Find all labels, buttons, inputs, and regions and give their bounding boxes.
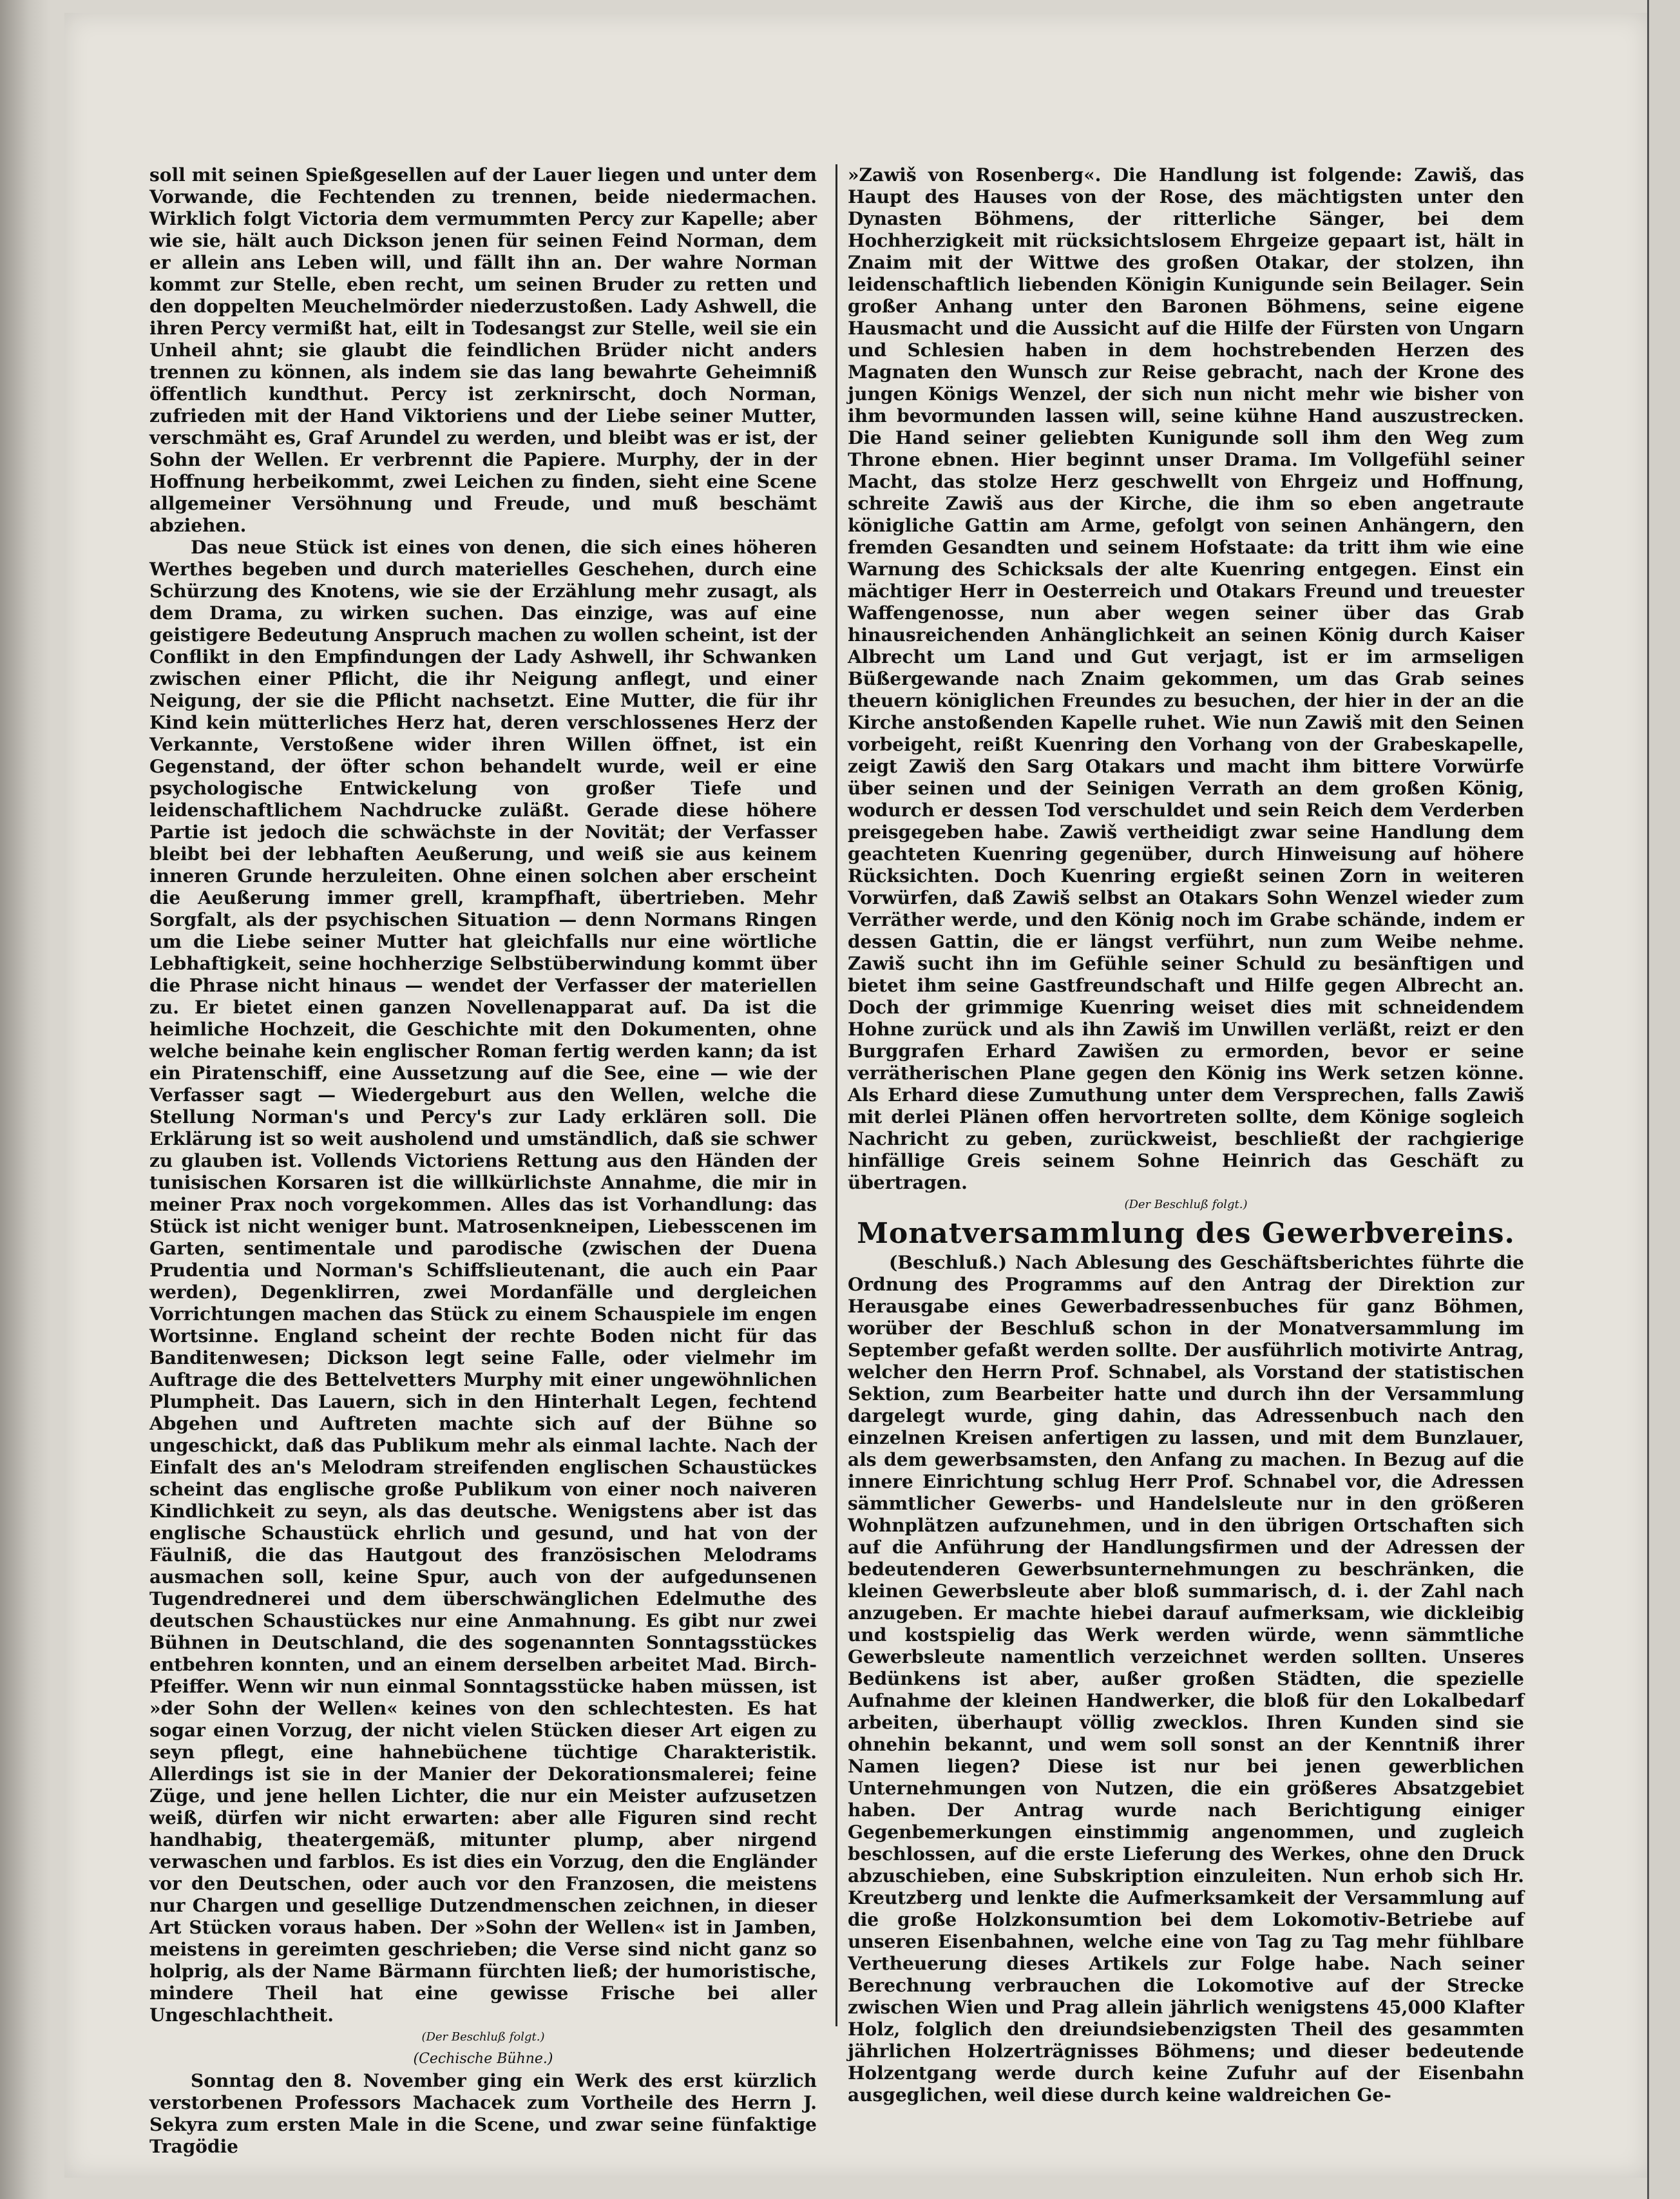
- article-paragraph-1: (Beschluß.) Nach Ablesung des Geschäftsberichtes führte die Ordnung des Programms auf den Antrag der Direktion zur Herausgabe eines Gewerbadressenbuches für ganz Böhmen, worüber der Beschluß schon in der Monatversammlung im September gefaßt werden sollte. Der ausführlich motivirte Antrag, welcher den Herrn Prof. Schnabel, als Vorstand der statistischen Sektion, zum Bearbeiter hatte und durch ihn der Versammlung dargelegt wurde, ging dahin, das Adressenbuch nach den einzelnen Kreisen anfertigen zu lassen, und mit dem Bunzlauer, als dem gewerbsamsten, den Anfang zu machen. In Bezug auf die innere Einrichtung schlug Herr Prof. Schnabel vor, die Adressen sämmtlicher Gewerbs- und Handelsleute nur in den größeren Wohnplätzen aufzunehmen, und in den übrigen Ortschaften sich auf die Anführung der Handlungsfirmen und der Adressen der bedeutenderen Gewerbsunternehmungen zu beschränken, die kleinen Gewerbsleute aber bloß summarisch, d. i. der Zahl nach anzugeben. Er machte hiebei darauf aufmerksam, wie dickleibig und kostspielig das Werk werden würde, wenn sämmtliche Gewerbsleute namentlich verzeichnet werden sollten. Unseres Bedünkens ist aber, außer großen Städten, die spezielle Aufnahme der kleinen Handwerker, die bloß für den Lokalbedarf arbeiten, überhaupt völlig zwecklos. Ihren Kunden sind sie ohnehin bekannt, und wem soll sonst an der Kenntniß ihrer Namen liegen? Diese ist nur bei jenen gewerblichen Unternehmungen von Nutzen, die ein größeres Absatzgebiet haben. Der Antrag wurde nach Berichtigung einiger Gegenbemerkungen einstimmig angenommen, und zugleich beschlossen, auf die erste Lieferung des Werkes, ohne den Druck abzuschieben, eine Subskription einzuleiten. Nun erhob sich Hr. Kreutzberg und lenkte die Aufmerksamkeit der Versammlung auf die große Holzkonsumtion bei dem Lokomotiv-Betriebe auf unseren Eisenbahnen, welche eine von Tag zu Tag mehr fühlbare Vertheuerung dieses Artikels zur Folge habe. Nach seiner Berechnung verbrauchen die Lokomotive auf der Strecke zwischen Wien und Prag allein jährlich wenigstens 45,000 Klafter Holz, folglich den dreiundsiebenzigsten Theil des gesammten jährlichen Holzerträgnisses Böhmens; und dieser bedeutende Holzentgang werde durch keine Zufuhr auf der Eisenbahn ausgeglichen, weil diese durch keine waldreichen Ge-: [848, 1252, 1524, 2106]
- left-last-paragraph: Sonntag den 8. November ging ein Werk des erst kürzlich verstorbenen Professors Machacek zum Vortheile des Herrn J. Sekyra zum ersten Male in die Scene, und zwar seine fünfaktige Tragödie: [149, 2070, 817, 2157]
- right-paragraph-1: »Zawiš von Rosenberg«. Die Handlung ist folgende: Zawiš, das Haupt des Hauses von der Rose, des mächtigsten unter den Dynasten Böhmens, der ritterliche Sänger, bei dem Hochherzigkeit mit rücksichtslosem Ehrgeize gepaart ist, hält in Znaim mit der Wittwe des großen Otakar, der stolzen, ihn leidenschaftlich liebenden Königin Kunigunde sein Beilager. Sein großer Anhang unter den Baronen Böhmens, seine eigene Hausmacht und die Aussicht auf die Hilfe der Fürsten von Ungarn und Schlesien haben in dem hochstrebenden Herzen des Magnaten den Wunsch zur Reise gebracht, nach der Krone des jungen Königs Wenzel, der sich nun nicht mehr wie bisher von ihm bevormunden lassen will, seine kühne Hand auszustrecken. Die Hand seiner geliebten Kunigunde soll ihm den Weg zum Throne ebnen. Hier beginnt unser Drama. Im Vollgefühl seiner Macht, das stolze Herz geschwellt von Ehrgeiz und Hoffnung, schreite Zawiš aus der Kirche, die ihm so eben angetraute königliche Gattin am Arme, gefolgt von seinen Anhängern, den fremden Gesandten und seinem Hofstaate: da tritt ihm wie eine Warnung des Schicksals der alte Kuenring entgegen. Einst ein mächtiger Herr in Oesterreich und Otakars Freund und treuester Waffengenosse, nun aber wegen seiner über das Grab hinausreichenden Anhänglichkeit an seinen König durch Kaiser Albrecht um Land und Gut verjagt, ist er im armseligen Büßergewande nach Znaim gekommen, um das Grab seines theuern königlichen Freundes zu besuchen, der hier in der an die Kirche anstoßenden Kapelle ruhet. Wie nun Zawiš mit den Seinen vorbeigeht, reißt Kuenring den Vorhang von der Grabeskapelle, zeigt Zawiš den Sarg Otakars und macht ihm bittere Vorwürfe über seinen und der Seinigen Verrath an dem großen König, wodurch er dessen Tod verschuldet und sein Reich dem Verderben preisgegeben habe. Zawiš vertheidigt zwar seine Handlung dem geachteten Kuenring gegenüber, durch Hinweisung auf höhere Rücksichten. Doch Kuenring ergießt seinen Zorn in weiteren Vorwürfen, daß Zawiš selbst an Otakars Sohn Wenzel wieder zum Verräther werde, und den König noch im Grabe schände, indem er dessen Gattin, die er längst verführt, nun zum Weibe nehme. Zawiš sucht ihn im Gefühle seiner Schuld zu besänftigen und bietet ihm seine Gastfreundschaft und Hilfe gegen Albrecht an. Doch der grimmige Kuenring weiset dies mit schneidendem Hohne zurück und als ihn Zawiš im Unwillen verläßt, reizt er den Burggrafen Erhard Zawišen zu ermorden, bevor er seine verrätherischen Plane gegen den König ins Werk setzen könne. Als Erhard diese Zumuthung unter dem Versprechen, falls Zawiš mit derlei Plänen offen hervortreten sollte, dem Könige sogleich Nachricht zu geben, zurückweist, beschließt der rachgierige hinfällige Greis seinem Sohne Heinrich das Geschäft zu übertragen.: [848, 164, 1524, 1193]
- right-column: [848, 164, 1524, 2106]
- left-paragraph-2: Das neue Stück ist eines von denen, die sich eines höheren Werthes begeben und durch materielles Geschehen, durch eine Schürzung des Knotens, wie sie der Erzählung mehr zusagt, als dem Drama, zu wirken suchen. Das einzige, was auf eine geistigere Bedeutung Anspruch machen zu wollen scheint, ist der Conflikt in den Empfindungen der Lady Ashwell, ihr Schwanken zwischen einer Pflicht, die ihr Neigung anflegt, und einer Neigung, der sie die Pflicht nachsetzt. Eine Mutter, die für ihr Kind kein mütterliches Herz hat, deren verschlossenes Herz der Verkannte, Verstoßene wider ihren Willen öffnet, ist ein Gegenstand, der öfter schon behandelt wurde, weil er eine psychologische Entwickelung von großer Tiefe und leidenschaftlichem Nachdrucke zuläßt. Gerade diese höhere Partie ist jedoch die schwächste in der Novität; der Verfasser bleibt bei der lebhaften Aeußerung, und weiß sie aus keinem inneren Grunde herzuleiten. Ohne einen solchen aber erscheint die Aeußerung immer grell, krampfhaft, übertrieben. Mehr Sorgfalt, als der psychischen Situation — denn Normans Ringen um die Liebe seiner Mutter hat gleichfalls nur eine wörtliche Lebhaftigkeit, seine hochherzige Selbstüberwindung kommt über die Phrase nicht hinaus — wendet der Verfasser der materiellen zu. Er bietet einen ganzen Novellenapparat auf. Da ist die heimliche Hochzeit, die Geschichte mit den Dokumenten, ohne welche beinahe kein englischer Roman fertig werden kann; da ist ein Piratenschiff, eine Aussetzung auf die See, eine — wie der Verfasser sagt — Wiedergeburt aus den Wellen, welche die Stellung Norman's und Percy's zur Lady erklären soll. Die Erklärung ist so weit ausholend und umständlich, daß sie schwer zu glauben ist. Vollends Victoriens Rettung aus den Händen der tunisischen Korsaren ist die willkürlichste Annahme, die mir in meiner Prax noch vorgekommen. Alles das ist Vorhandlung: das Stück ist nicht weniger bunt. Matrosenkneipen, Liebesscenen im Garten, sentimentale und parodische (zwischen der Duena Prudentia und Norman's Schiffslieutenant, die auch ein Paar werden), Degenklirren, zwei Mordanfälle und dergleichen Vorrichtungen machen das Stück zu einem Schauspiele im engen Wortsinne. England scheint der rechte Boden nicht für das Banditenwesen; Dickson legt seine Falle, oder vielmehr im Auftrage die des Bettelvetters Murphy mit einer ungewöhnlichen Plumpheit. Das Lauern, sich in den Hinterhalt Legen, fechtend Abgehen und Auftreten machte sich auf der Bühne so ungeschickt, daß das Publikum mehr als einmal lachte. Nach der Einfalt des an's Melodram streifenden englischen Schaustückes scheint das englische große Publikum von einer noch naiveren Kindlichkeit zu seyn, als das deutsche. Wenigstens aber ist das englische Schaustück ehrlich und gesund, und hat von der Fäulniß, die das Hautgout des französischen Melodrams ausmachen soll, keine Spur, auch von der aufgedunsenen Tugendrednerei und dem überschwänglichen Edelmuthe des deutschen Schaustückes nur eine Anmahnung. Es gibt nur zwei Bühnen in Deutschland, die des sogenannten Sonntagsstückes entbehren konnten, und an einem derselben arbeitet Mad. Birch-Pfeiffer. Wenn wir nun einmal Sonntagsstücke haben müssen, ist »der Sohn der Wellen« keines von den schlechtesten. Es hat sogar einen Vorzug, der nicht vielen Stücken dieser Art eigen zu seyn pflegt, eine hahnebüchene tüchtige Charakteristik. Allerdings ist sie in der Manier der Dekorationsmalerei; feine Züge, und jene hellen Lichter, die nur ein Meister aufzusetzen weiß, dürfen wir nicht erwarten: aber alle Figuren sind recht handhabig, theatergemäß, mitunter plump, aber nirgend verwaschen und farblos. Es ist dies ein Vorzug, den die Engländer vor den Deutschen, oder auch vor den Franzosen, die meistens nur Chargen und gesellige Dutzendmenschen zeichnen, in dieser Art Stücken voraus haben. Der »Sohn der Wellen« ist in Jamben, meistens in gereimten geschrieben; die Verse sind nicht ganz so holprig, als der Name Bärmann fürchten ließ; der humoristische, mindere Theil hat eine gewisse Frische bei aller Ungeschlachtheit.: [149, 537, 817, 2026]
- binding-edge: [0, 0, 50, 2199]
- left-paragraph-1: soll mit seinen Spießgesellen auf der Lauer liegen und unter dem Vorwande, die Fechtenden zu trennen, beide niedermachen. Wirklich folgt Victoria dem vermummten Percy zur Kapelle; aber wie sie, hält auch Dickson jenen für seinen Feind Norman, dem er allein ans Leben will, und fällt ihn an. Der wahre Norman kommt zur Stelle, eben recht, um seinen Bruder zu retten und den doppelten Meuchelmörder niederzustoßen. Lady Ashwell, die ihren Percy vermißt hat, eilt in Todesangst zur Stelle, weil sie ein Unheil ahnt; sie glaubt die feindlichen Brüder nicht anders trennen zu können, als indem sie das lang bewahrte Geheimniß öffentlich kundthut. Percy ist zerknirscht, doch Norman, zufrieden mit der Hand Viktoriens und der Liebe seiner Mutter, verschmäht es, Graf Arundel zu werden, und bleibt was er ist, der Sohn der Wellen. Er verbrennt die Papiere. Murphy, der in der Hoffnung herbeikommt, zwei Leichen zu finden, sieht eine Scene allgemeiner Versöhnung und Freude, und muß beschämt abziehen.: [149, 164, 817, 536]
- article-headline: Monatversammlung des Gewerbvereins.: [857, 1217, 1515, 1250]
- section-label-cechische-buehne: (Cechische Bühne.): [413, 2051, 553, 2067]
- right-footnote: (Der Beschluß folgt.): [1124, 1198, 1248, 1211]
- left-footnote: (Der Beschluß folgt.): [421, 2030, 545, 2044]
- column-divider: [835, 164, 837, 2026]
- left-column: [149, 164, 817, 2158]
- page-edge: [1647, 0, 1680, 2199]
